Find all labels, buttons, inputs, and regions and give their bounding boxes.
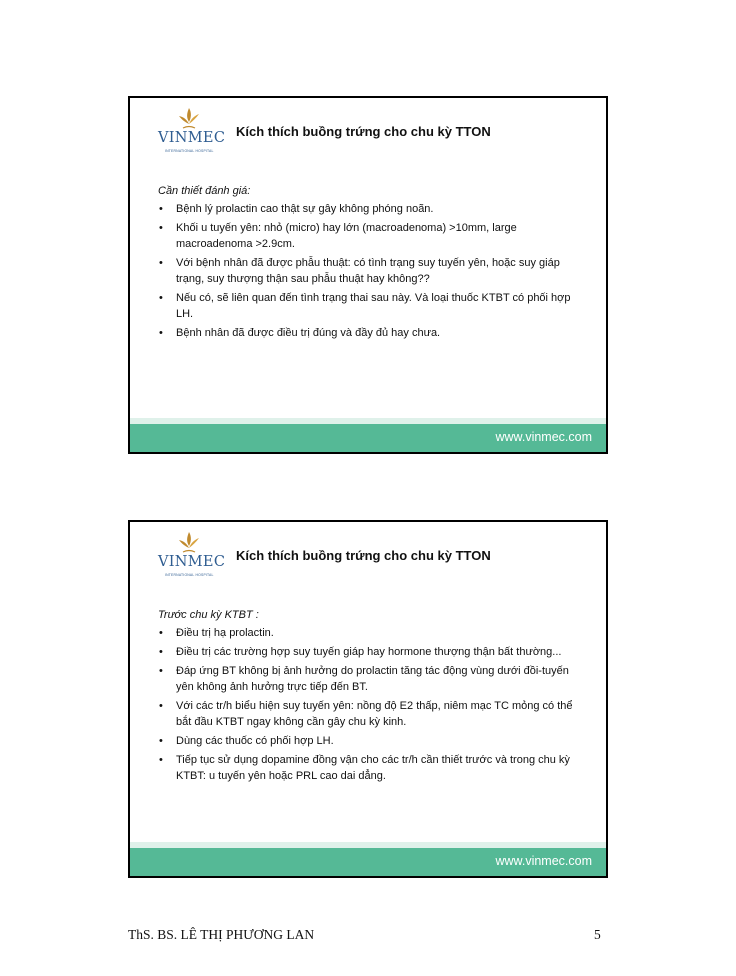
logo-subtext: INTERNATIONAL HOSPITAL [165, 573, 214, 577]
slide-content [158, 183, 580, 344]
logo-subtext: INTERNATIONAL HOSPITAL [165, 149, 214, 153]
footer-band [130, 848, 606, 876]
page-number: 5 [594, 927, 601, 942]
logo-text: VINMEC [158, 130, 226, 146]
footer-band [130, 424, 606, 452]
vinmec-logo [154, 530, 226, 582]
bullet-list [158, 625, 580, 784]
list-item: • Khối u tuyến yên: nhỏ (micro) hay lớn (macroadenoma) >10mm, large macroadenoma >2.9cm. [158, 220, 580, 252]
list-item: • Điều trị các trường hợp suy tuyến giáp hay hormone thượng thận bất thường... [158, 644, 580, 660]
list-item: • Điều trị hạ prolactin. [158, 625, 580, 641]
list-item: • Bệnh nhân đã được điều trị đúng và đầy đủ hay chưa. [158, 325, 580, 341]
list-item: • Tiếp tục sử dụng dopamine đồng vận cho các tr/h cần thiết trước và trong chu kỳ KTBT: u tuyến yên hoặc PRL cao dai dẳng. [158, 752, 580, 784]
list-item: • Nếu có, sẽ liên quan đến tình trạng thai sau này. Và loại thuốc KTBT có phối hợp LH. [158, 290, 580, 322]
slide-1 [128, 96, 608, 454]
slide-intro: Cần thiết đánh giá: [158, 185, 251, 197]
slide-intro: Trước chu kỳ KTBT : [158, 609, 259, 621]
slide-title: Kích thích buồng trứng cho chu kỳ TTON [236, 548, 491, 563]
list-item: • Đáp ứng BT không bị ảnh hưởng do prolactin tăng tác động vùng dưới đồi-tuyến yên không ảnh hưởng trực tiếp đến BT. [158, 663, 580, 695]
footer-url: www.vinmec.com [495, 430, 592, 444]
slide-content [158, 607, 580, 787]
list-item: • Với bệnh nhân đã được phẫu thuật: có tình trạng suy tuyến yên, hoặc suy giáp trạng, suy thượng thận sau phẫu thuật hay không?? [158, 255, 580, 287]
bullet-list [158, 201, 580, 341]
bird-logo-icon [176, 106, 202, 130]
slide-2 [128, 520, 608, 878]
page-author: ThS. BS. LÊ THỊ PHƯƠNG LAN [128, 927, 315, 942]
vinmec-logo [154, 106, 226, 158]
slide-title: Kích thích buồng trứng cho chu kỳ TTON [236, 124, 491, 139]
list-item: • Với các tr/h biểu hiện suy tuyến yên: nồng độ E2 thấp, niêm mạc TC mỏng có thể bắt đầu KTBT ngay không cần gây chu kỳ kinh. [158, 698, 580, 730]
logo-text: VINMEC [158, 554, 226, 570]
bird-logo-icon [176, 530, 202, 554]
list-item: • Bệnh lý prolactin cao thật sự gây không phóng noãn. [158, 201, 580, 217]
footer-url: www.vinmec.com [495, 854, 592, 868]
list-item: • Dùng các thuốc có phối hợp LH. [158, 733, 580, 749]
